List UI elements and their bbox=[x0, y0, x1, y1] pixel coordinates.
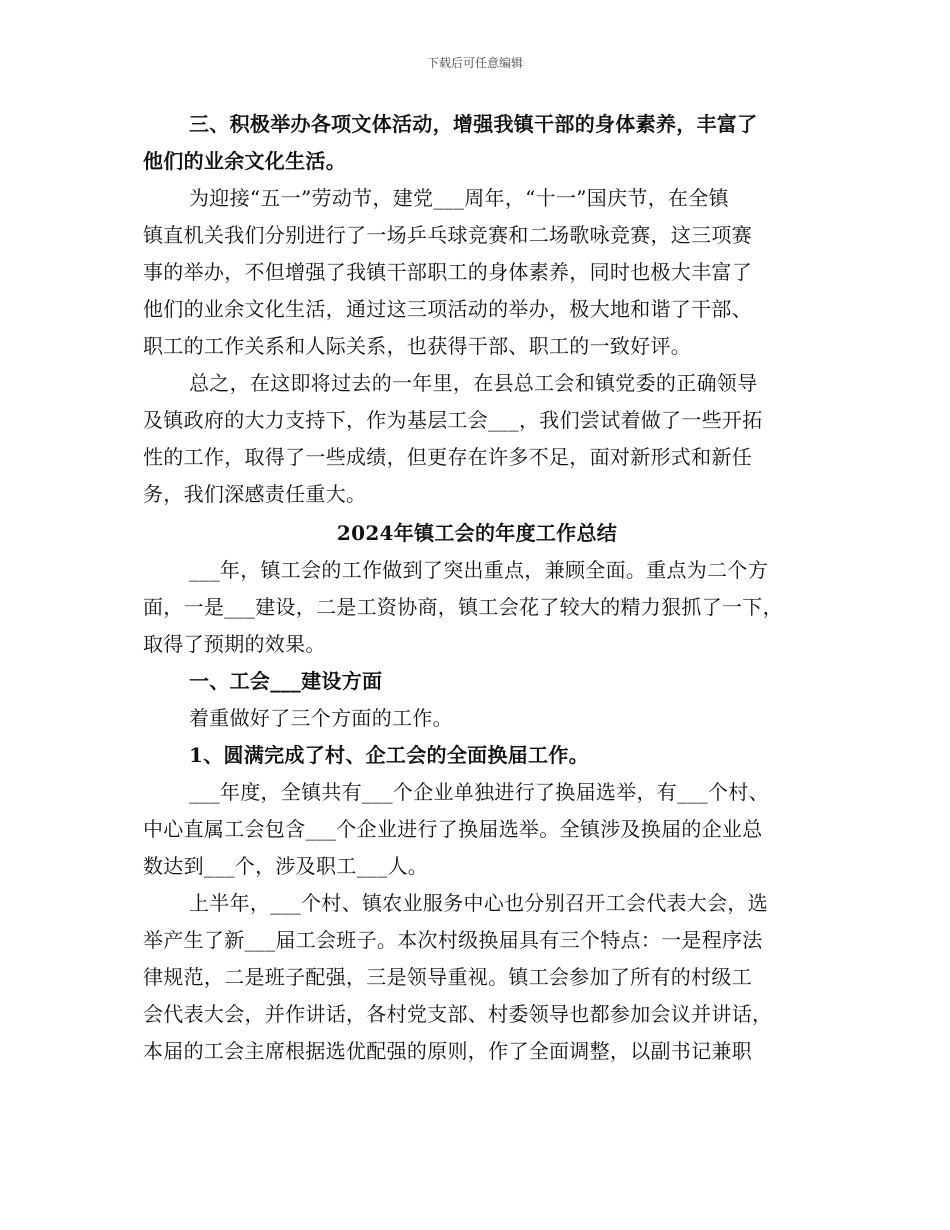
paragraph-line: 本届的工会主席根据选优配强的原则，作了全面调整，以副书记兼职 bbox=[143, 1039, 752, 1063]
paragraph-line: 性的工作，取得了一些成绩，但更存在许多不足，面对新形式和新任 bbox=[143, 445, 752, 469]
paragraph-line: 取得了预期的效果。 bbox=[143, 632, 326, 656]
paragraph-line: 着重做好了三个方面的工作。 bbox=[189, 706, 453, 730]
paragraph-line: 面，一是___建设，二是工资协商，镇工会花了较大的精力狠抓了一下， bbox=[143, 595, 783, 619]
section-heading: 三、积极举办各项文体活动，增强我镇干部的身体素养，丰富了 bbox=[189, 112, 758, 136]
paragraph-line: 他们的业余文化生活，通过这三项活动的举办，极大地和谐了干部、 bbox=[143, 297, 752, 321]
paragraph-line: 职工的工作关系和人际关系，也获得干部、职工的一致好评。 bbox=[143, 334, 692, 358]
section-heading-cont: 他们的业余文化生活。 bbox=[143, 149, 346, 173]
page-header: 下载后可任意编辑 bbox=[426, 56, 523, 70]
section-heading: 一、工会___建设方面 bbox=[189, 669, 383, 693]
paragraph-line: 及镇政府的大力支持下，作为基层工会___，我们尝试着做了一些开拓 bbox=[143, 408, 763, 432]
paragraph-line: 会代表大会，并作讲话，各村党支部、村委领导也都参加会议并讲话， bbox=[143, 1002, 773, 1026]
paragraph-line: ___年，镇工会的工作做到了突出重点，兼顾全面。重点为二个方 bbox=[189, 558, 768, 582]
paragraph-line: 上半年，___个村、镇农业服务中心也分别召开工会代表大会，选 bbox=[189, 891, 768, 915]
paragraph-line: 总之，在这即将过去的一年里，在县总工会和镇党委的正确领导 bbox=[189, 371, 758, 395]
paragraph-line: 律规范，二是班子配强，三是领导重视。镇工会参加了所有的村级工 bbox=[143, 965, 752, 989]
document-title: 2024年镇工会的年度工作总结 bbox=[336, 521, 618, 545]
paragraph-line: 事的举办，不但增强了我镇干部职工的身体素养，同时也极大丰富了 bbox=[143, 260, 752, 284]
paragraph-line: 为迎接“五一”劳动节，建党___周年，“十一”国庆节，在全镇 bbox=[189, 186, 729, 210]
paragraph-line: 数达到___个，涉及职工___人。 bbox=[143, 854, 429, 878]
paragraph-line: 务，我们深感责任重大。 bbox=[143, 482, 367, 506]
document-body bbox=[143, 106, 811, 1070]
subsection-heading: 1、圆满完成了村、企工会的全面换届工作。 bbox=[189, 743, 589, 767]
paragraph-line: ___年度，全镇共有___个企业单独进行了换届选举，有___个村、 bbox=[189, 780, 769, 804]
paragraph-line: 镇直机关我们分别进行了一场乒乓球竞赛和二场歌咏竞赛，这三项赛 bbox=[143, 223, 752, 247]
paragraph-line: 举产生了新___届工会班子。本次村级换届具有三个特点：一是程序法 bbox=[143, 928, 763, 952]
paragraph-line: 中心直属工会包含___个企业进行了换届选举。全镇涉及换届的企业总 bbox=[143, 817, 763, 841]
